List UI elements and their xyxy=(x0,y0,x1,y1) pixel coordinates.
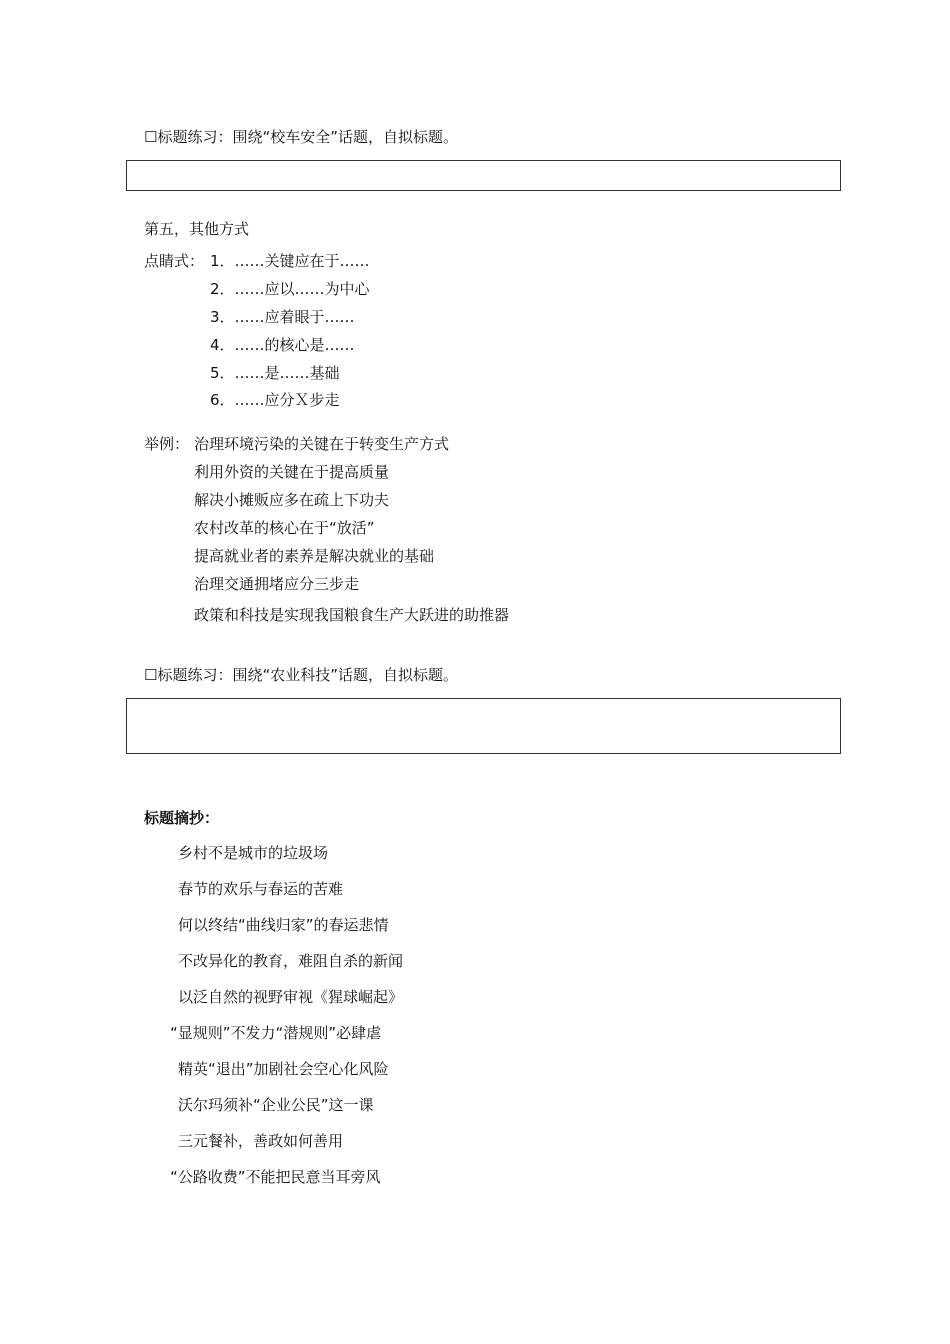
pattern-item: 3．……应着眼于…… xyxy=(210,308,355,326)
practice-prompt: ☐标题练习：围绕“农业科技”话题，自拟标题。 xyxy=(144,666,458,684)
pattern-item: 5．……是……基础 xyxy=(210,364,340,382)
example-item: 治理交通拥堵应分三步走 xyxy=(194,575,360,593)
practice-prompt: ☐标题练习：围绕“校车安全”话题，自拟标题。 xyxy=(144,128,458,146)
practice-answer-box[interactable] xyxy=(126,160,841,191)
example-item: 政策和科技是实现我国粮食生产大跃进的助推器 xyxy=(194,606,510,624)
pattern-item: 6．……应分Ｘ步走 xyxy=(210,391,340,409)
dianjing-label: 点睛式： xyxy=(144,252,205,270)
excerpt-item: 不改异化的教育，难阻自杀的新闻 xyxy=(178,952,404,970)
excerpt-item: 三元餐补，善政如何善用 xyxy=(178,1132,344,1150)
excerpt-item: 沃尔玛须补“企业公民”这一课 xyxy=(178,1096,374,1114)
excerpt-item: 以泛自然的视野审视《猩球崛起》 xyxy=(178,988,404,1006)
example-item: 提高就业者的素养是解决就业的基础 xyxy=(194,547,435,565)
section-heading: 第五，其他方式 xyxy=(144,220,250,238)
pattern-item: 2．……应以……为中心 xyxy=(210,280,370,298)
excerpt-item: “显规则”不发力“潜规则”必肆虐 xyxy=(170,1024,382,1042)
excerpt-item: “公路收费”不能把民意当耳旁风 xyxy=(170,1168,381,1186)
example-item: 解决小摊贩应多在疏上下功夫 xyxy=(194,491,390,509)
excerpt-item: 何以终结“曲线归家”的春运悲情 xyxy=(178,916,389,934)
example-label: 举例： xyxy=(144,435,190,453)
example-item: 利用外资的关键在于提高质量 xyxy=(194,463,390,481)
practice-answer-box[interactable] xyxy=(126,698,841,754)
pattern-item: 4．……的核心是…… xyxy=(210,336,355,354)
example-item: 农村改革的核心在于“放活” xyxy=(194,519,375,537)
excerpt-item: 精英“退出”加剧社会空心化风险 xyxy=(178,1060,389,1078)
pattern-item: 1．……关键应在于…… xyxy=(210,252,370,270)
excerpt-item: 春节的欢乐与春运的苦难 xyxy=(178,880,344,898)
example-item: 治理环境污染的关键在于转变生产方式 xyxy=(194,435,450,453)
excerpt-item: 乡村不是城市的垃圾场 xyxy=(178,844,329,862)
excerpts-heading: 标题摘抄： xyxy=(144,809,220,827)
